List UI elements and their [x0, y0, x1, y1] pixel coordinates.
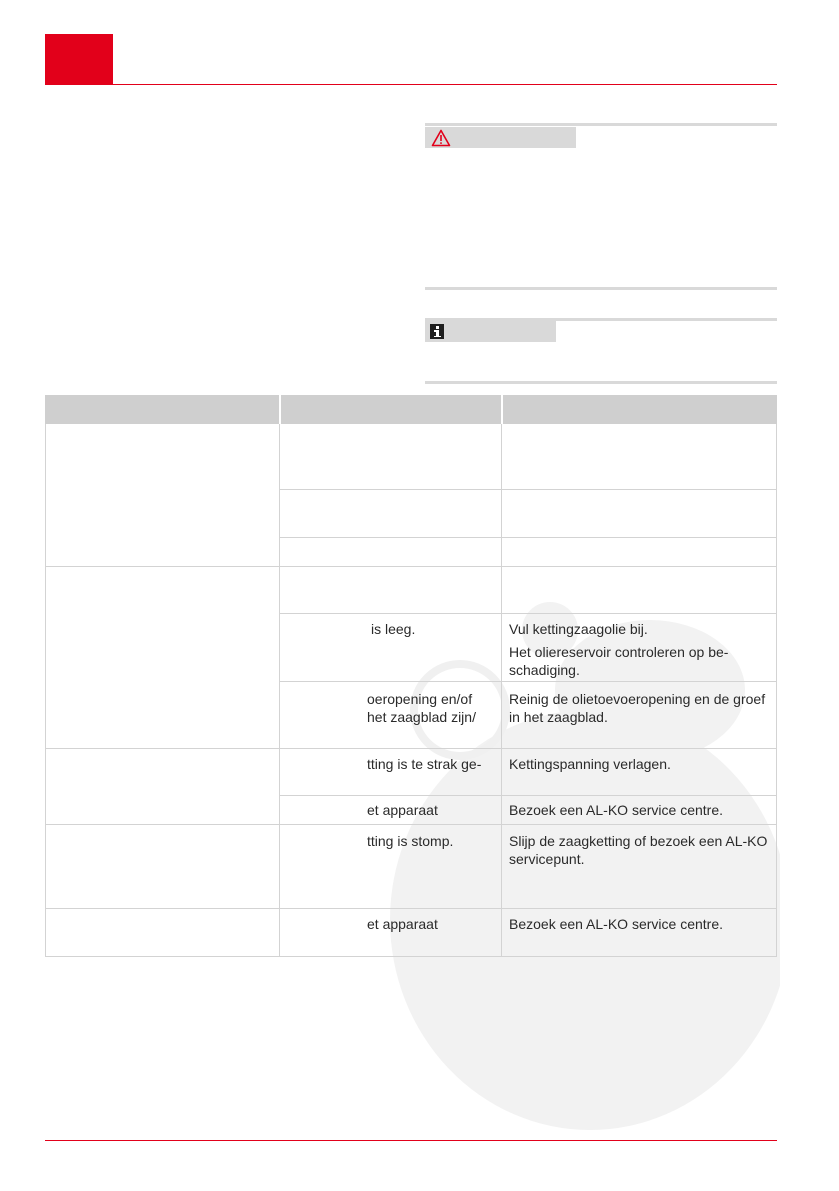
footer-rule: [45, 1140, 777, 1141]
header-rule: [45, 84, 777, 85]
warning-triangle-icon: [431, 129, 451, 147]
header-divider: [279, 395, 281, 424]
subrow-divider: [279, 489, 777, 490]
cause-cell: et apparaat: [367, 802, 438, 818]
table-border-bottom: [45, 956, 777, 957]
subrow-divider: [279, 537, 777, 538]
info-bottom-rule: [425, 381, 777, 384]
row-divider: [45, 824, 777, 825]
cause-cell: oeropening en/of: [367, 691, 473, 707]
solution-cell: Het oliereservoir controleren op be-schadiging.: [509, 644, 729, 678]
solution-cell: Bezoek een AL-KO service centre.: [509, 916, 723, 932]
cause-cell: tting is te strak ge-: [367, 756, 482, 772]
warning-bottom-rule: [425, 287, 777, 290]
cause-cell: tting is stomp.: [367, 833, 454, 849]
column-divider: [279, 424, 280, 957]
info-label-tab: [425, 321, 556, 342]
table-header: [45, 395, 777, 424]
subrow-divider: [279, 681, 777, 682]
column-divider: [501, 424, 502, 957]
row-divider: [45, 748, 777, 749]
cause-cell: is leeg.: [371, 621, 416, 637]
solution-cell: Slijp de zaagketting of bezoek een AL-KO servicepunt.: [509, 833, 768, 867]
row-divider: [45, 566, 777, 567]
row-divider: [45, 908, 777, 909]
warning-top-rule: [425, 123, 777, 126]
subrow-divider: [279, 613, 777, 614]
header-divider: [501, 395, 503, 424]
solution-cell: Vul kettingzaagolie bij.: [509, 621, 648, 637]
table-border-right: [776, 424, 777, 957]
info-icon: [430, 324, 444, 339]
table-border-left: [45, 424, 46, 957]
solution-cell: Bezoek een AL-KO service centre.: [509, 802, 723, 818]
subrow-divider: [279, 795, 777, 796]
solution-cell: Kettingspanning verlagen.: [509, 756, 671, 772]
cause-cell: et apparaat: [367, 916, 438, 932]
cause-cell: het zaagblad zijn/: [367, 709, 476, 725]
brand-color-block: [45, 34, 113, 84]
solution-cell: Reinig de olietoevoeropening en de groef in het zaagblad.: [509, 691, 766, 725]
